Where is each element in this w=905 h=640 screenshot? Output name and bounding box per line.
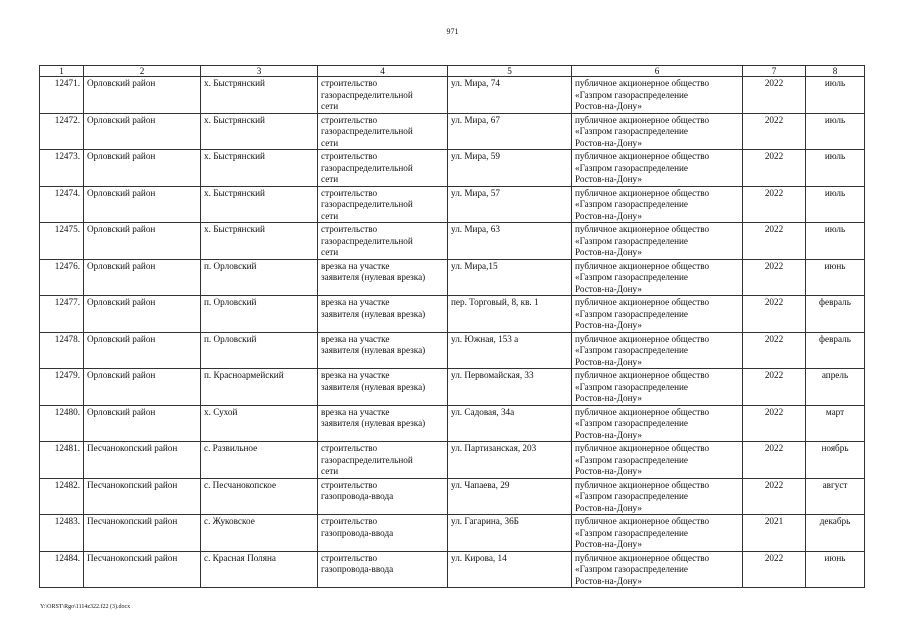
district-cell [84,259,201,296]
work-type-cell-line: заявителя (нулевая врезка) [321,308,426,319]
year-cell [743,186,806,223]
organization-cell-line: Ростов-на-Дону» [575,393,642,403]
locality-cell [201,515,318,552]
organization-cell-line: публичное акционерное общество [575,406,710,417]
organization-cell-line: публичное акционерное общество [575,151,710,161]
row-number-line: 12472. [54,114,80,125]
address-cell-line: ул. Садовая, 34а [451,406,515,417]
month-cell [806,332,865,369]
work-type-cell [318,223,448,260]
organization-cell [572,259,743,296]
month-cell-line: июль [824,151,846,161]
work-type-cell-line: строительство [321,443,378,453]
locality-cell [201,296,318,333]
year-cell-line: 2022 [764,333,784,344]
year-cell-line: 2022 [764,370,784,380]
locality-cell-line: с. Красная Поляна [204,552,276,563]
district-cell-line: Орловский район [87,224,156,234]
year-cell [743,369,806,406]
organization-cell-line: «Газпром газораспределение [575,162,688,173]
year-cell-line: 2022 [764,187,784,198]
column-header: 3 [201,66,318,77]
work-type-cell [318,369,448,406]
organization-cell-line: Ростов-на-Дону» [575,174,642,184]
row-number-line: 12476. [54,260,80,271]
table-row [40,332,865,369]
year-cell-line: 2022 [764,151,784,161]
row-number-line: 12484. [54,552,80,563]
address-cell [448,332,572,369]
work-type-cell [318,551,448,588]
organization-cell-line: публичное акционерное общество [575,370,710,380]
work-type-cell-line: сети [321,174,339,184]
year-cell [743,478,806,515]
gasification-table [39,65,865,588]
column-header: 5 [448,66,572,77]
locality-cell [201,259,318,296]
district-cell-line: Песчанокопский район [87,443,178,453]
organization-cell [572,186,743,223]
row-number-line: 12481. [54,443,80,453]
organization-cell-line: Ростов-на-Дону» [575,210,642,221]
month-cell-line: февраль [819,297,851,307]
table-row [40,369,865,406]
year-cell-line: 2022 [764,443,784,453]
address-cell [448,369,572,406]
address-cell [448,296,572,333]
work-type-cell-line: сети [321,101,339,111]
organization-cell-line: «Газпром газораспределение [575,272,688,282]
district-cell [84,186,201,223]
row-number-line: 12475. [54,224,80,234]
address-cell [448,405,572,442]
locality-cell-line: с. Песчанокопское [204,479,277,490]
year-cell [743,332,806,369]
locality-cell [201,332,318,369]
organization-cell-line: «Газпром газораспределение [575,308,688,319]
work-type-cell-line: газораспределительной [321,126,413,136]
year-cell [743,150,806,187]
work-type-cell-line: газораспределительной [321,235,413,246]
month-cell [806,223,865,260]
row-number-line: 12473. [54,151,80,161]
address-cell-line: ул. Партизанская, 203 [451,443,537,453]
address-cell-line: ул. Мира, 63 [451,224,500,234]
address-cell-line: ул. Мира, 59 [451,151,500,161]
row-number [40,515,84,552]
work-type-cell-line: сети [321,466,339,476]
district-cell-line: Орловский район [87,78,156,88]
work-type-cell-line: врезка на участке [321,297,390,307]
table-row [40,113,865,150]
work-type-cell [318,77,448,114]
organization-cell [572,515,743,552]
locality-cell-line: х. Сухой [204,406,238,417]
work-type-cell-line: строительство [321,552,378,563]
locality-cell [201,186,318,223]
year-cell-line: 2022 [764,297,784,307]
month-cell-line: июль [824,224,846,234]
row-number-line: 12482. [54,479,80,490]
organization-cell-line: «Газпром газораспределение [575,491,688,501]
table-body [40,66,865,588]
organization-cell-line: Ростов-на-Дону» [575,101,642,111]
table-row [40,77,865,114]
year-cell [743,113,806,150]
organization-cell-line: «Газпром газораспределение [575,235,688,246]
organization-cell-line: Ростов-на-Дону» [575,137,642,148]
work-type-cell-line: заявителя (нулевая врезка) [321,381,426,392]
locality-cell [201,150,318,187]
address-cell [448,551,572,588]
table-row [40,551,865,588]
row-number [40,332,84,369]
address-cell-line: ул. Мира, 74 [451,78,500,88]
work-type-cell [318,296,448,333]
locality-cell-line: п. Орловский [204,297,257,307]
locality-cell-line: с. Жуковское [204,516,255,526]
locality-cell [201,369,318,406]
district-cell-line: Орловский район [87,370,156,380]
locality-cell-line: с. Развильное [204,443,258,453]
row-number [40,296,84,333]
organization-cell [572,478,743,515]
address-cell [448,186,572,223]
row-number [40,369,84,406]
organization-cell [572,369,743,406]
organization-cell-line: «Газпром газораспределение [575,381,688,392]
month-cell [806,442,865,479]
month-cell [806,296,865,333]
work-type-cell [318,186,448,223]
district-cell [84,369,201,406]
row-number-line: 12477. [54,297,80,307]
organization-cell-line: публичное акционерное общество [575,516,710,526]
column-header: 2 [84,66,201,77]
row-number [40,186,84,223]
address-cell [448,515,572,552]
work-type-cell-line: строительство [321,114,378,125]
column-header: 7 [743,66,806,77]
organization-cell-line: «Газпром газораспределение [575,345,688,355]
address-cell-line: ул. Мира,15 [451,260,498,271]
organization-cell-line: «Газпром газораспределение [575,418,688,428]
district-cell [84,332,201,369]
month-cell [806,478,865,515]
year-cell [743,223,806,260]
organization-cell-line: публичное акционерное общество [575,187,710,198]
month-cell [806,186,865,223]
table-row [40,478,865,515]
work-type-cell [318,442,448,479]
row-number [40,150,84,187]
work-type-cell-line: врезка на участке [321,260,390,271]
organization-cell-line: публичное акционерное общество [575,333,710,344]
organization-cell [572,113,743,150]
row-number [40,551,84,588]
organization-cell [572,332,743,369]
work-type-cell-line: газопровода-ввода [321,491,394,501]
month-cell-line: декабрь [819,516,851,526]
district-cell [84,296,201,333]
address-cell [448,223,572,260]
district-cell-line: Орловский район [87,151,156,161]
month-cell-line: ноябрь [821,443,849,453]
work-type-cell-line: сети [321,247,339,257]
address-cell [448,259,572,296]
locality-cell-line: х. Быстрянский [204,78,265,88]
locality-cell [201,113,318,150]
work-type-cell-line: сети [321,210,339,221]
table-row [40,296,865,333]
year-cell-line: 2022 [764,260,784,271]
district-cell-line: Песчанокопский район [87,552,178,563]
row-number-line: 12479. [54,370,80,380]
month-cell [806,113,865,150]
row-number-line: 12480. [54,406,80,417]
organization-cell-line: «Газпром газораспределение [575,454,688,465]
column-header: 1 [40,66,84,77]
work-type-cell-line: газораспределительной [321,454,413,465]
organization-cell-line: публичное акционерное общество [575,479,710,490]
organization-cell-line: Ростов-на-Дону» [575,320,642,330]
work-type-cell-line: строительство [321,516,378,526]
organization-cell-line: публичное акционерное общество [575,114,710,125]
year-cell-line: 2022 [764,406,784,417]
organization-cell [572,405,743,442]
year-cell-line: 2022 [764,479,784,490]
organization-cell-line: публичное акционерное общество [575,552,710,563]
locality-cell [201,223,318,260]
month-cell [806,405,865,442]
month-cell [806,369,865,406]
month-cell-line: август [822,479,848,490]
district-cell-line: Орловский район [87,114,156,125]
year-cell-line: 2022 [764,224,784,234]
year-cell-line: 2021 [764,516,784,526]
organization-cell-line: «Газпром газораспределение [575,126,688,136]
locality-cell-line: х. Быстрянский [204,224,265,234]
organization-cell-line: публичное акционерное общество [575,443,710,453]
page-number: 971 [446,27,459,36]
work-type-cell [318,478,448,515]
row-number-line: 12474. [54,187,80,198]
row-number [40,442,84,479]
month-cell-line: июль [824,78,846,88]
district-cell-line: Орловский район [87,406,156,417]
address-cell [448,77,572,114]
row-number-line: 12478. [54,333,80,344]
row-number-line: 12483. [54,516,80,526]
work-type-cell-line: газопровода-ввода [321,564,394,574]
address-cell-line: ул. Гагарина, 36Б [451,516,519,526]
work-type-cell [318,259,448,296]
district-cell [84,405,201,442]
district-cell [84,223,201,260]
column-header: 4 [318,66,448,77]
address-cell [448,442,572,479]
address-cell-line: пер. Торговый, 8, кв. 1 [451,297,539,307]
table-row [40,186,865,223]
district-cell-line: Песчанокопский район [87,479,178,490]
locality-cell [201,478,318,515]
work-type-cell [318,405,448,442]
locality-cell-line: п. Красноармейский [204,370,284,380]
district-cell-line: Орловский район [87,187,156,198]
organization-cell [572,296,743,333]
locality-cell [201,551,318,588]
address-cell [448,113,572,150]
locality-cell-line: х. Быстрянский [204,151,265,161]
year-cell [743,296,806,333]
address-cell [448,478,572,515]
row-number [40,113,84,150]
locality-cell [201,77,318,114]
district-cell-line: Орловский район [87,260,156,271]
work-type-cell-line: газораспределительной [321,162,413,173]
year-cell-line: 2022 [764,114,784,125]
district-cell [84,515,201,552]
work-type-cell-line: строительство [321,479,378,490]
year-cell [743,515,806,552]
year-cell [743,77,806,114]
locality-cell [201,405,318,442]
organization-cell-line: Ростов-на-Дону» [575,539,642,549]
month-cell [806,551,865,588]
column-header: 6 [572,66,743,77]
organization-cell-line: публичное акционерное общество [575,224,710,234]
locality-cell [201,442,318,479]
work-type-cell-line: сети [321,137,339,148]
organization-cell-line: Ростов-на-Дону» [575,466,642,476]
work-type-cell [318,113,448,150]
work-type-cell-line: строительство [321,78,378,88]
organization-cell-line: Ростов-на-Дону» [575,429,642,440]
district-cell [84,442,201,479]
month-cell-line: июль [824,187,846,198]
organization-cell [572,551,743,588]
row-number [40,259,84,296]
row-number [40,478,84,515]
work-type-cell-line: строительство [321,224,378,234]
month-cell [806,150,865,187]
address-cell-line: ул. Первомайская, 33 [451,370,534,380]
year-cell-line: 2022 [764,78,784,88]
column-number-row [40,66,865,77]
month-cell-line: апрель [821,370,849,380]
organization-cell-line: публичное акционерное общество [575,78,710,88]
month-cell [806,77,865,114]
organization-cell-line: Ростов-на-Дону» [575,283,642,294]
month-cell [806,515,865,552]
work-type-cell-line: газораспределительной [321,89,413,100]
address-cell-line: ул. Южная, 153 а [451,333,519,344]
file-path-footer: Y:\ORST\Rgo\1114z322.f22 (3).docx [40,604,131,610]
table-row [40,515,865,552]
month-cell-line: июль [824,114,846,125]
row-number [40,405,84,442]
organization-cell-line: «Газпром газораспределение [575,89,688,100]
district-cell-line: Орловский район [87,297,156,307]
row-number-line: 12471. [54,78,80,88]
table-row [40,442,865,479]
district-cell [84,113,201,150]
month-cell-line: июнь [824,552,846,563]
table-row [40,150,865,187]
address-cell-line: ул. Мира, 67 [451,114,500,125]
work-type-cell-line: газораспределительной [321,199,413,209]
organization-cell-line: «Газпром газораспределение [575,199,688,209]
work-type-cell-line: врезка на участке [321,333,390,344]
locality-cell-line: п. Орловский [204,333,257,344]
organization-cell [572,150,743,187]
row-number [40,77,84,114]
organization-cell-line: публичное акционерное общество [575,260,710,271]
table-row [40,259,865,296]
work-type-cell-line: газопровода-ввода [321,527,394,538]
district-cell [84,478,201,515]
month-cell-line: март [825,406,845,417]
column-header: 8 [806,66,865,77]
organization-cell [572,442,743,479]
district-cell [84,551,201,588]
work-type-cell-line: заявителя (нулевая врезка) [321,418,426,428]
table-row [40,223,865,260]
month-cell-line: февраль [819,333,851,344]
locality-cell-line: п. Орловский [204,260,257,271]
work-type-cell-line: врезка на участке [321,406,390,417]
address-cell [448,150,572,187]
address-cell-line: ул. Мира, 57 [451,187,500,198]
work-type-cell [318,515,448,552]
district-cell-line: Орловский район [87,333,156,344]
locality-cell-line: х. Быстрянский [204,187,265,198]
year-cell [743,259,806,296]
organization-cell-line: «Газпром газораспределение [575,527,688,538]
table-row [40,405,865,442]
work-type-cell-line: заявителя (нулевая врезка) [321,345,426,355]
work-type-cell-line: строительство [321,151,378,161]
year-cell [743,405,806,442]
work-type-cell-line: заявителя (нулевая врезка) [321,272,426,282]
district-cell-line: Песчанокопский район [87,516,178,526]
work-type-cell-line: строительство [321,187,378,198]
row-number [40,223,84,260]
work-type-cell [318,332,448,369]
organization-cell-line: «Газпром газораспределение [575,564,688,574]
organization-cell-line: публичное акционерное общество [575,297,710,307]
organization-cell [572,77,743,114]
year-cell [743,551,806,588]
month-cell-line: июнь [824,260,846,271]
locality-cell-line: х. Быстрянский [204,114,265,125]
work-type-cell [318,150,448,187]
year-cell [743,442,806,479]
organization-cell [572,223,743,260]
work-type-cell-line: врезка на участке [321,370,390,380]
year-cell-line: 2022 [764,552,784,563]
organization-cell-line: Ростов-на-Дону» [575,356,642,367]
organization-cell-line: Ростов-на-Дону» [575,247,642,257]
address-cell-line: ул. Кирова, 14 [451,552,507,563]
organization-cell-line: Ростов-на-Дону» [575,575,642,586]
address-cell-line: ул. Чапаева, 29 [451,479,510,490]
organization-cell-line: Ростов-на-Дону» [575,502,642,513]
district-cell [84,77,201,114]
district-cell [84,150,201,187]
month-cell [806,259,865,296]
